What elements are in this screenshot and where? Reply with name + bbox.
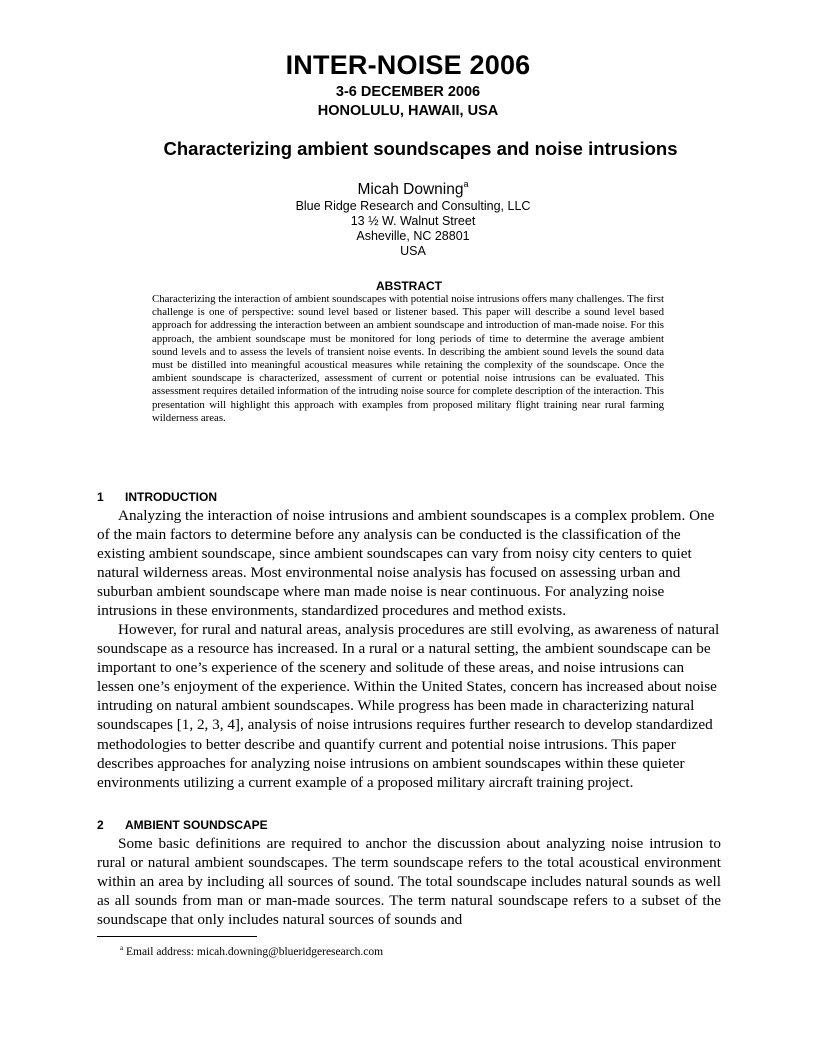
soundscape-paragraph-1 [97,834,721,929]
paragraph-text: Analyzing the interaction of noise intrusions and ambient soundscapes is a complex problem. One of the main factors to determine before any analysis can be conducted is the classification of the existing ambient soundscape, since ambient soundscapes can vary from noisy city centers to quiet natural wilderness areas. Most environmental noise analysis has focused on assessing urban and suburban ambient soundscape where man made noise is near continuous. For analyzing noise intrusions in these environments, standardized procedures and method exists. [97,507,715,620]
footnote-text: Email address: micah.downing@blueridgeresearch.com [125,946,384,958]
author-footnote-mark: a [463,179,469,189]
conference-location: HONOLULU, HAWAII, USA [317,103,499,119]
section-heading-introduction [97,490,217,504]
conference-title: INTER-NOISE 2006 [285,50,531,80]
section-number: 2 [97,818,104,832]
paper-title: Characterizing ambient soundscapes and noise intrusions [163,138,678,159]
section-title: AMBIENT SOUNDSCAPE [125,818,268,832]
intro-paragraph-2 [97,620,721,792]
section-title: INTRODUCTION [125,490,217,504]
footnote-mark: a [120,944,124,952]
conference-date: 3-6 DECEMBER 2006 [335,84,481,100]
affiliation-line-2: 13 ½ W. Walnut Street [350,214,476,228]
section-number: 1 [97,490,104,504]
paragraph-text: However, for rural and natural areas, analysis procedures are still evolving, as awareness of natural soundscape as a resource has increased. In a rural or a natural setting, the ambient soundscape can be important to one’s experience of the scenery and solitude of these areas, and noise intrusions can lessen one’s enjoyment of the experience. Within the United States, concern has increased about noise intruding on natural ambient soundscapes. While progress has been made in characterizing natural soundscapes [1, 2, 3, 4], analysis of noise intrusions requires further research to develop standardized methodologies to better describe and quantify current and potential noise intrusions. This paper describes approaches for analyzing noise intrusions on ambient soundscapes within these quieter environments utilizing a current example of a proposed military aircraft training project. [97,621,720,791]
footnote [120,944,383,958]
affiliation-line-4: USA [400,244,426,258]
affiliation-line-3: Asheville, NC 28801 [356,229,470,243]
footnote-divider [97,936,257,937]
paragraph-text: Some basic definitions are required to anchor the discussion about analyzing noise intrusion to rural or natural ambient soundscapes. The term soundscape refers to the total acoustical environment within an area by including all sources of sound. The total soundscape includes natural sounds as well as all sounds from man or man-made sources. The term natural soundscape refers to a subset of the soundscape that only includes natural sources of sounds and [97,835,721,929]
author-line [0,179,816,199]
abstract-heading: ABSTRACT [376,279,442,293]
intro-paragraph-1 [97,506,721,621]
affiliation-line-1: Blue Ridge Research and Consulting, LLC [295,199,531,213]
author-name: Micah Downing [357,181,464,198]
section-heading-ambient-soundscape [97,818,268,832]
abstract-text: Characterizing the interaction of ambient soundscapes with potential noise intrusions offers many challenges. The first challenge is one of perspective: sound level based or listener based. This paper will describe a sound level based approach for addressing the interaction between an ambient soundscape and introduction of man-made noise. For this approach, the ambient soundscape must be monitored for long periods of time to determine the average ambient sound levels and to assess the levels of transient noise events. In describing the ambient sound levels the sound data must be distilled into meaningful acoustical measures while retaining the complexity of the soundscape. Once the ambient soundscape is characterized, assessment of current or potential noise intrusions can be evaluated. This assessment requires detailed information of the intruding noise source for complete description of the interaction. This presentation will highlight this approach with examples from proposed military flight training near rural farming wilderness areas. [152,293,665,424]
